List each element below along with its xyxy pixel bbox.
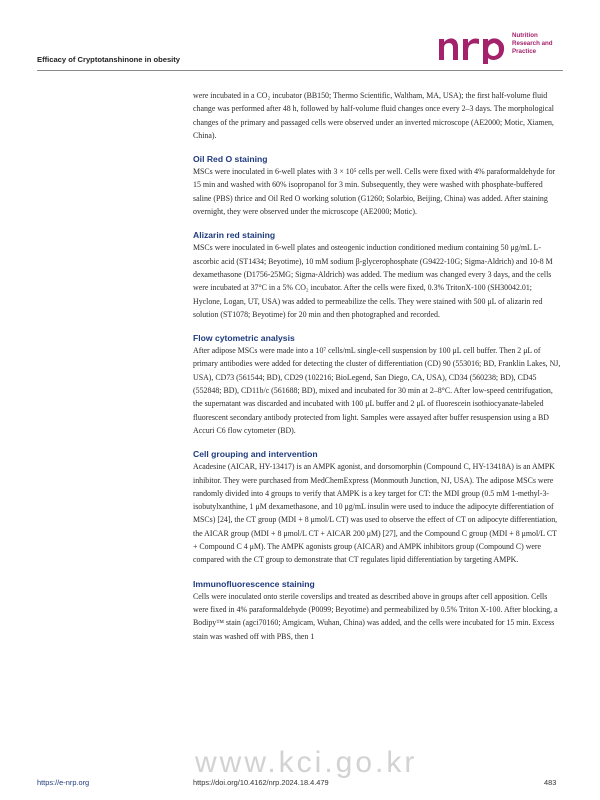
section-heading: Flow cytometric analysis	[193, 333, 295, 344]
article-body	[193, 89, 561, 643]
logo-line: Practice	[512, 48, 537, 55]
section-heading: Cell grouping and intervention	[193, 449, 318, 460]
header-divider	[37, 70, 563, 71]
running-title: Efficacy of Cryptotanshinone in obesity	[37, 55, 181, 64]
footer-doi-link[interactable]: https://doi.org/10.4162/nrp.2024.18.4.479	[193, 778, 329, 787]
section-paragraph: After adipose MSCs were made into a 10⁷ cells/mL single-cell suspension by 100 μL cell buffer. Then 2 μL of primary antibodies were added for detecting the cluster of differentiation (CD) 90 (553016; BD, Franklin Lakes, NJ, USA), CD73 (561544; BD), CD29 (102216; BioLegend, San Diego, CA, USA), CD34 (560238; BD), CD45 (552848; BD), CD11b/c (561688; BD), mixed and incubated for 30 min at 2–8°C. After low-speed centrifugation, the supernatant was discarded and incubated with 100 μL buffer and 2 μL of fluorescein isothiocyanate-labeled fluorescent secondary antibody protected from light. Samples were assayed after buffer resuspension using a BD Accuri C6 flow cytometer (BD).	[193, 346, 561, 435]
nrp-logo-icon	[436, 30, 508, 64]
intro-paragraph: were incubated in a CO₂ incubator (BB150; Thermo Scientific, Waltham, MA, USA); the first half-volume fluid change was performed after 48 h, followed by half-volume fluid changes once every 2–3 days. The morphological changes of the primary and passaged cells were observed under an inverted microscope (AE2000; Motic, Xiamen, China).	[193, 91, 554, 140]
section-paragraph: MSCs were inoculated in 6-well plates and osteogenic induction conditioned medium containing 50 μg/mL L-ascorbic acid (ST1434; Beyotime), 10 mM sodium β-glycerophosphate (G9422-10G; Sigma-Aldrich) and 10-8 M dexamethasone (D1756-25MG; Sigma-Aldrich) was added. The medium was changed every 3 days, and the cells were incubated at 37°C in a 5% CO₂ incubator. After the cells were fixed, 0.3% TritonX-100 (SH30042.01; Hyclone, Logan, UT, USA) was added to permeabilize the cells. They were stained with 500 μL of alizarin red solution (ST1078; Beyotime) for 20 min and then photographed and recorded.	[193, 243, 553, 319]
logo-text	[512, 32, 553, 56]
watermark: www.kci.go.kr	[195, 746, 418, 779]
logo-line: Nutrition	[512, 32, 538, 39]
footer-site-link[interactable]: https://e-nrp.org	[37, 778, 90, 787]
section-paragraph: Cells were inoculated onto sterile coverslips and treated as described above in groups after cell apposition. Cells were fixed in 4% paraformaldehyde (P0099; Beyotime) and permeabilized by 0.5% Triton X-100. After blocking, a Bodipy™ stain (agci70160; Amgicam, Wuhan, China) was added, and the cells were incubated for 15 min. Excess stain was washed off with PBS, then 1	[193, 591, 558, 641]
section-heading: Alizarin red staining	[193, 230, 276, 241]
journal-logo	[436, 28, 566, 66]
page-number: 483	[544, 778, 557, 787]
logo-line: Research and	[512, 40, 553, 47]
section-paragraph: MSCs were inoculated in 6-well plates with 3 × 10⁵ cells per well. Cells were fixed with 4% paraformaldehyde for 15 min and washed with 60% isopropanol for 3 min. Subsequently, they were washed with phosphate-buffered saline (PBS) thrice and Oil Red O working solution (G1260; Solarbio, Beijing, China) was added. After staining overnight, they were observed under the microscope (AE2000; Motic).	[193, 167, 556, 217]
section-heading: Oil Red O staining	[193, 154, 268, 165]
section-paragraph: Acadesine (AICAR, HY-13417) is an AMPK agonist, and dorsomorphin (Compound C, HY-13418A) is an AMPK inhibitor. They were purchased from MedChemExpress (Monmouth Junction, NJ, USA). The adipose MSCs were randomly divided into 4 groups to verify that AMPK is a key target for CT: the MDI group (0.5 mM 1-methyl-3-isobutylxanthine, 1 μM dexamethasone, and 10 μg/mL insulin were used to induce the adipocyte differentiation of MSCs) [24], the CT group (MDI + 8 μmol/L CT) was used to observe the effect of CT on adipocyte differentiation, the AICAR group (MDI + 8 μmol/L CT + AICAR 200 μM) [27], and the Compound C group (MDI + 8 μmol/L CT + Compound C 4 μM). The AMPK agonists group (AICAR) and AMPK inhibitors group (Compound C) were compared with the CT group to demonstrate that CT regulates lipid differentiation by targeting AMPK.	[193, 462, 558, 565]
section-heading: Immunofluorescence staining	[193, 578, 315, 589]
